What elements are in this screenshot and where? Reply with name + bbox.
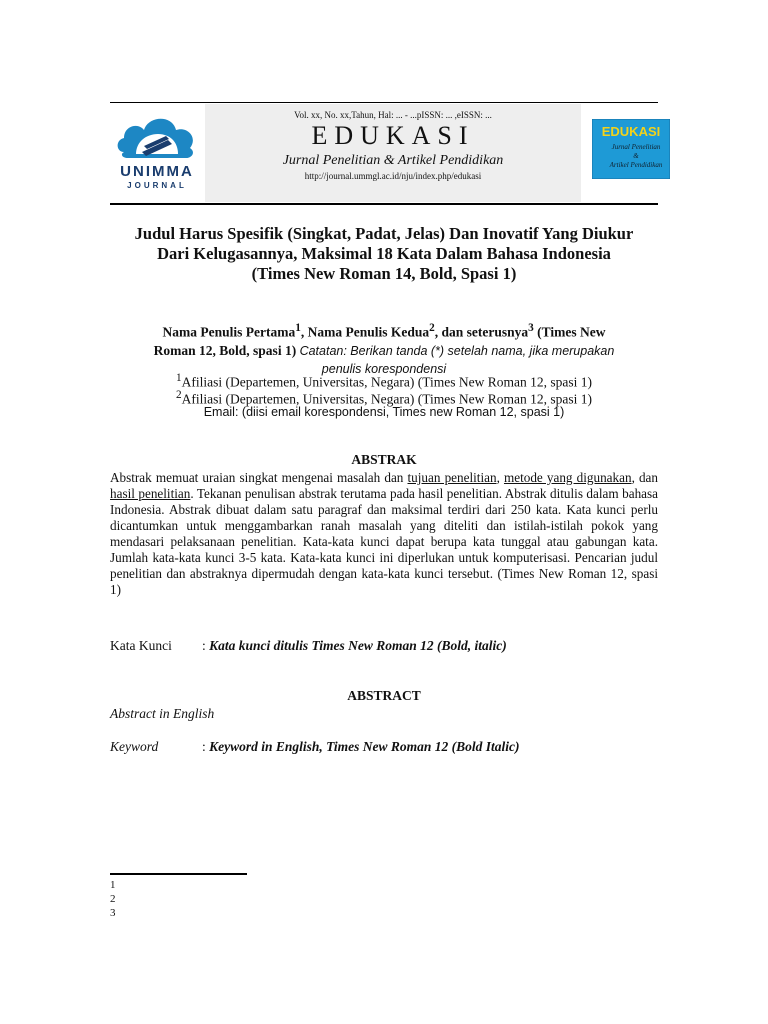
author-2: , Nama Penulis Kedua	[300, 324, 430, 340]
author-format-a: (Times New	[533, 324, 606, 340]
author-line-1	[100, 319, 668, 342]
author-1: Nama Penulis Pertama	[162, 324, 296, 340]
author-format-b: Roman 12, Bold, spasi 1)	[153, 342, 300, 358]
abstract-heading: ABSTRACT	[347, 688, 421, 703]
title-line-1: Judul Harus Spesifik (Singkat, Padat, Jelas) Dan Inovatif Yang Diukur	[134, 224, 634, 243]
header-top-rule	[110, 102, 658, 103]
abstrak-text-b: ,	[496, 470, 504, 485]
header-bottom-rule	[110, 203, 658, 205]
affiliation-1-sup: 1	[175, 372, 182, 384]
keyword-row	[110, 739, 670, 755]
title-line-2: Dari Kelugasannya, Maksimal 18 Kata Dalam Bahasa Indonesia	[157, 244, 611, 263]
author-block	[100, 319, 668, 378]
keyword-label: Keyword	[110, 739, 159, 754]
kata-kunci-row	[110, 638, 670, 654]
cover-title: EDUKASI	[601, 124, 661, 139]
abstrak-underline-1: tujuan penelitian	[407, 470, 497, 485]
edukasi-cover-logo	[592, 119, 670, 179]
footnote-1: 1	[110, 879, 116, 891]
keyword-value: Keyword in English, Times New Roman 12 (Bold Italic)	[209, 739, 520, 754]
footnote-2: 2	[110, 893, 116, 905]
footnote-rule	[110, 873, 247, 875]
abstrak-text-a: Abstrak memuat uraian singkat mengenai masalah dan	[110, 470, 408, 485]
abstrak-text-d: . Tekanan penulisan abstrak terutama pada hasil penelitian. Abstrak ditulis dalam bahasa Indonesia. Abstrak dibuat dalam satu paragraf dan maksimal terdiri dari 250 kata. Kata kunci perlu dicantumkan untuk menggambarkan ranah masalah yang diteliti dan istilah-istilah pokok yang mendasari pelaksanaan penelitian. Kata-kata kunci dapat berupa kata tunggal atau gabungan kata. Jumlah kata-kata kunci 3-5 kata. Kata-kata kunci ini diperlukan untuk komputerisasi. Pencarian judul penelitian dan abstraknya dipermudah dengan kata-kata kunci tersebut. (Times New Roman 12, spasi 1)	[110, 486, 658, 597]
affiliation-2-sup: 2	[175, 389, 182, 401]
cover-line1: Jurnal Penelitian	[611, 143, 661, 151]
cover-line3: Artikel Pendidikan	[609, 161, 663, 169]
kata-kunci-colon: :	[202, 638, 210, 653]
logo-word1: UNIMMA	[120, 163, 194, 180]
author-2-sup: 2	[429, 322, 435, 334]
journal-subtitle: Jurnal Penelitian & Artikel Pendidikan	[282, 153, 504, 168]
footnote-3: 3	[110, 907, 116, 919]
abstrak-heading: ABSTRAK	[351, 452, 417, 467]
affiliation-1-text: Afiliasi (Departemen, Universitas, Negara) (Times New Roman 12, spasi 1)	[181, 374, 593, 390]
kata-kunci-value: Kata kunci ditulis Times New Roman 12 (Bold, italic)	[209, 638, 507, 653]
abstract-body: Abstract in English	[110, 706, 215, 721]
abstrak-underline-3: hasil penelitian	[110, 486, 191, 501]
journal-url[interactable]: http://journal.ummgl.ac.id/nju/index.php/edukasi	[304, 171, 482, 181]
journal-name: EDUKASI	[311, 121, 475, 150]
author-note-a: Catatan: Berikan tanda (*) setelah nama, jika merupakan	[299, 343, 615, 358]
author-note-b: penulis korespondensi	[321, 361, 447, 376]
title-line-3: (Times New Roman 14, Bold, Spasi 1)	[251, 264, 517, 283]
unimma-journal-logo	[112, 108, 202, 196]
volume-line: Vol. xx, No. xx,Tahun, Hal: ... - ...pISSN: ... ,eISSN: ...	[294, 110, 492, 120]
abstrak-underline-2: metode yang digunakan	[503, 470, 632, 485]
cover-line2: &	[633, 152, 639, 160]
abstrak-text-c: , dan	[631, 470, 659, 485]
abstrak-body	[110, 470, 658, 598]
author-3: , dan seterusnya	[434, 324, 529, 340]
author-line-2	[100, 342, 668, 360]
kata-kunci-label: Kata Kunci	[110, 638, 172, 653]
email-line: Email: (diisi email korespondensi, Times new Roman 12, spasi 1)	[203, 405, 565, 419]
logo-word2: JOURNAL	[127, 181, 187, 190]
affiliation-2-text: Afiliasi (Departemen, Universitas, Negara) (Times New Roman 12, spasi 1)	[181, 391, 593, 407]
paper-title	[100, 224, 668, 284]
author-1-sup: 1	[295, 322, 301, 334]
author-3-sup: 3	[528, 322, 534, 334]
keyword-colon: :	[202, 739, 210, 754]
